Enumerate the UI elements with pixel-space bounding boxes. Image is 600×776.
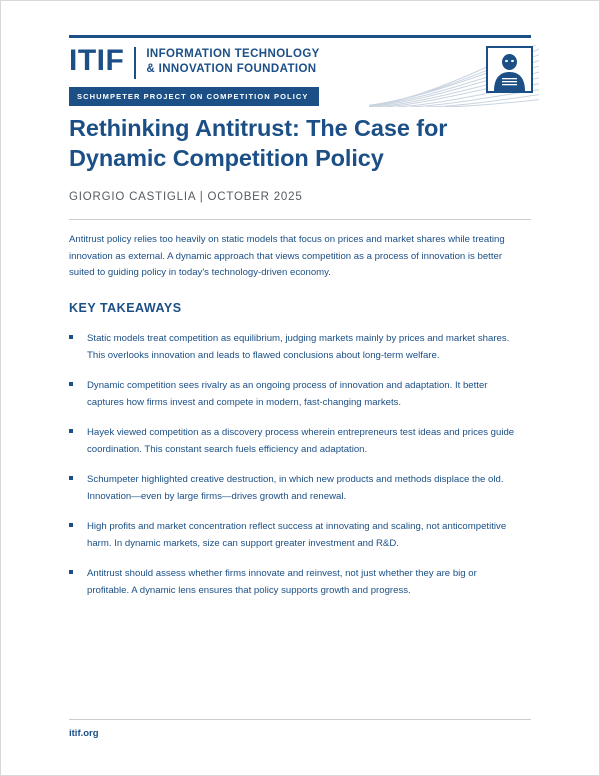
list-item <box>69 378 521 411</box>
list-item-text: Hayek viewed competition as a discovery process wherein entrepreneurs test ideas and prices guide coordination. This constant search fuels efficiency and adaptation. <box>87 427 515 455</box>
logo-name-line-2: & INNOVATION FOUNDATION <box>146 63 317 75</box>
logo-divider <box>134 47 136 79</box>
list-item-text: Dynamic competition sees rivalry as an ongoing process of innovation and adaptation. It better captures how firms invest and compete in modern, fast-changing markets. <box>87 380 488 408</box>
list-item <box>69 472 521 505</box>
list-item-text: High profits and market concentration reflect success at innovating and scaling, not anticompetitive harm. In dynamic markets, size can support greater investment and R&D. <box>87 521 507 549</box>
list-item-text: Static models treat competition as equilibrium, judging markets mainly by prices and market shares. This overlooks innovation and leads to flawed conclusions about long-term welfare. <box>87 333 510 361</box>
list-item <box>69 566 521 599</box>
bullet-icon <box>69 566 87 599</box>
page-title: Rethinking Antitrust: The Case for Dynamic Competition Policy <box>69 115 448 171</box>
list-item <box>69 519 521 552</box>
document-header <box>69 45 533 105</box>
logo-name-line-1: INFORMATION TECHNOLOGY <box>146 48 320 60</box>
header-top-rule <box>69 35 531 38</box>
list-item <box>69 331 521 364</box>
list-item-text: Schumpeter highlighted creative destruction, in which new products and methods displace the old. Innovation—even by large firms—drives growth and renewal. <box>87 474 504 502</box>
abstract-divider <box>69 219 531 220</box>
bullet-icon <box>69 331 87 364</box>
footer-website[interactable]: itif.org <box>69 728 99 739</box>
bullet-icon <box>69 378 87 411</box>
key-takeaways-list <box>69 331 521 613</box>
bullet-icon <box>69 425 87 458</box>
abstract-text: Antitrust policy relies too heavily on static models that focus on prices and market shares while treating innovation as external. A dynamic approach that views competition as a process of innovation is better suited to guiding policy in today's technology-driven economy. <box>69 234 505 278</box>
byline: GIORGIO CASTIGLIA | OCTOBER 2025 <box>69 191 303 203</box>
itif-wordmark: ITIF <box>69 44 125 77</box>
list-item-text: Antitrust should assess whether firms innovate and reinvest, not just whether they are big or profitable. A dynamic lens ensures that policy supports growth and progress. <box>87 568 477 596</box>
footer-divider <box>69 719 531 720</box>
organization-seal-icon <box>486 46 533 93</box>
bullet-icon <box>69 519 87 552</box>
list-item <box>69 425 521 458</box>
logo-full-name <box>146 45 319 77</box>
key-takeaways-heading: KEY TAKEAWAYS <box>69 301 182 315</box>
project-tagline: SCHUMPETER PROJECT ON COMPETITION POLICY <box>69 87 319 106</box>
itif-logo <box>69 45 320 79</box>
bullet-icon <box>69 472 87 505</box>
